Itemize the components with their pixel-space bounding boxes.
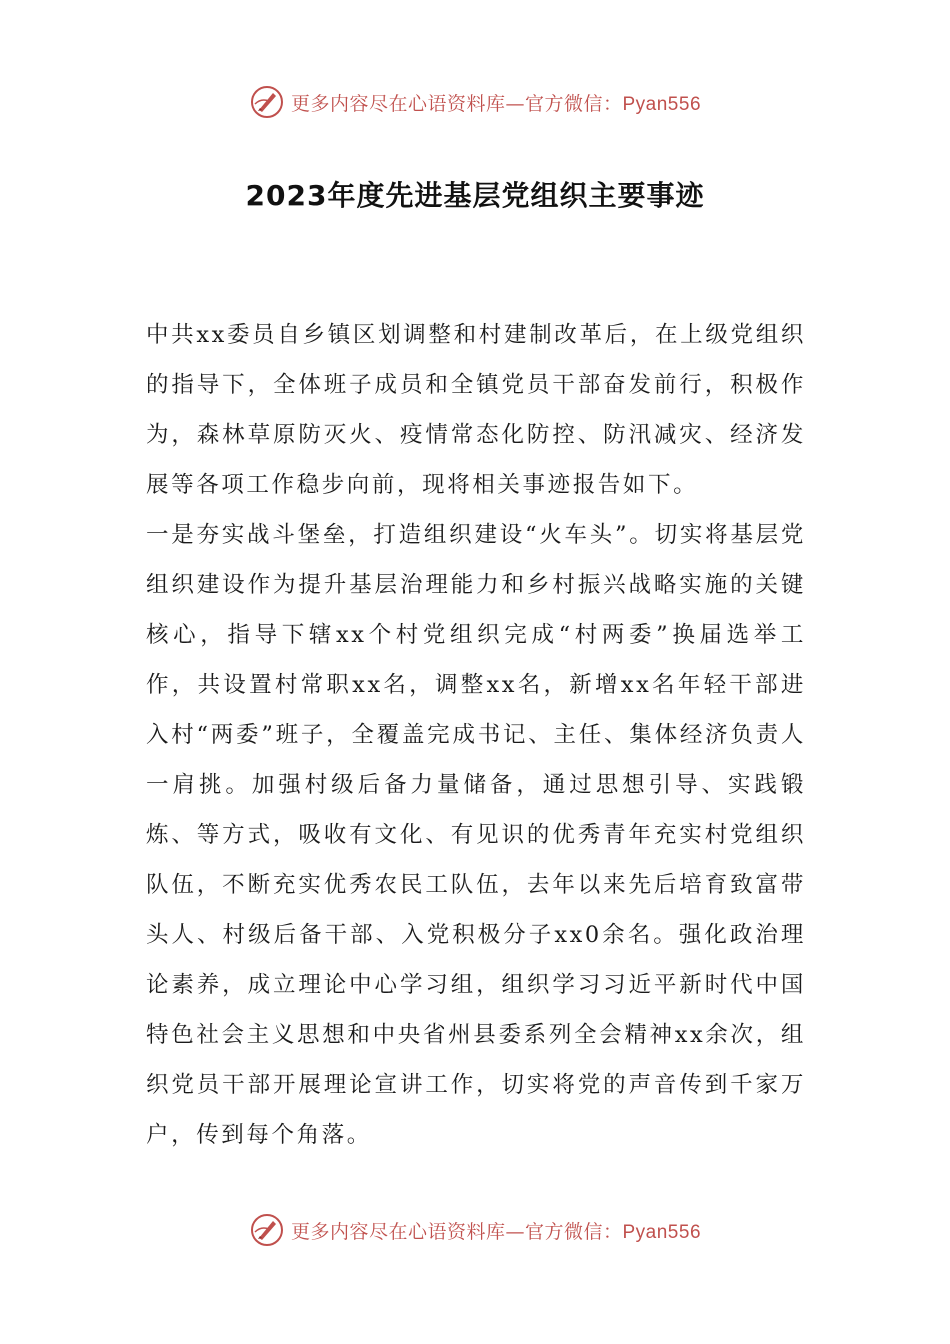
header-banner-slogan: 更多内容尽在心语资料库 (290, 92, 506, 115)
header-banner-separator: — (505, 92, 525, 115)
footer-banner (0, 1208, 950, 1252)
paragraph-section-one: 一是夯实战斗堡垒，打造组织建设“火车头”。切实将基层党组织建设作为提升基层治理能力和乡村振兴战略实施的关键核心，指导下辖xx个村党组织完成“村两委”换届选举工作，共设置村常职xx名，调整xx名，新增xx名年轻干部进入村“两委”班子，全覆盖完成书记、主任、集体经济负责人一肩挑。加强村级后备力量储备，通过思想引导、实践锻炼、等方式，吸收有文化、有见识的优秀青年充实村党组织队伍，不断充实优秀农民工队伍，去年以来先后培育致富带头人、村级后备干部、入党积极分子xx0余名。强化政治理论素养，成立理论中心学习组，组织学习习近平新时代中国特色社会主义思想和中央省州县委系列全会精神xx余次，组织党员干部开展理论宣讲工作，切实将党的声音传到千家万户，传到每个角落。 (146, 522, 806, 1148)
footer-banner-slogan: 更多内容尽在心语资料库 (290, 1220, 506, 1243)
header-banner-wechat-id: Pyan556 (622, 93, 702, 115)
paragraph-intro: 中共xx委员自乡镇区划调整和村建制改革后，在上级党组织的指导下，全体班子成员和全镇党员干部奋发前行，积极作为，森林草原防灭火、疫情常态化防控、防汛减灾、经济发展等各项工作稳步向前，现将相关事迹报告如下。 (146, 322, 806, 498)
footer-banner-text (291, 1217, 701, 1244)
pen-logo-icon (249, 84, 285, 120)
header-banner-wechat-label: 官方微信： (524, 92, 623, 115)
pen-logo-icon (249, 1212, 285, 1248)
header-banner (0, 80, 950, 124)
footer-banner-separator: — (505, 1220, 525, 1243)
footer-banner-wechat-label: 官方微信： (524, 1220, 623, 1243)
footer-banner-wechat-id: Pyan556 (622, 1221, 702, 1243)
document-body (146, 310, 806, 1160)
header-banner-text (291, 89, 701, 116)
document-title: 2023年度先进基层党组织主要事迹 (245, 179, 705, 212)
